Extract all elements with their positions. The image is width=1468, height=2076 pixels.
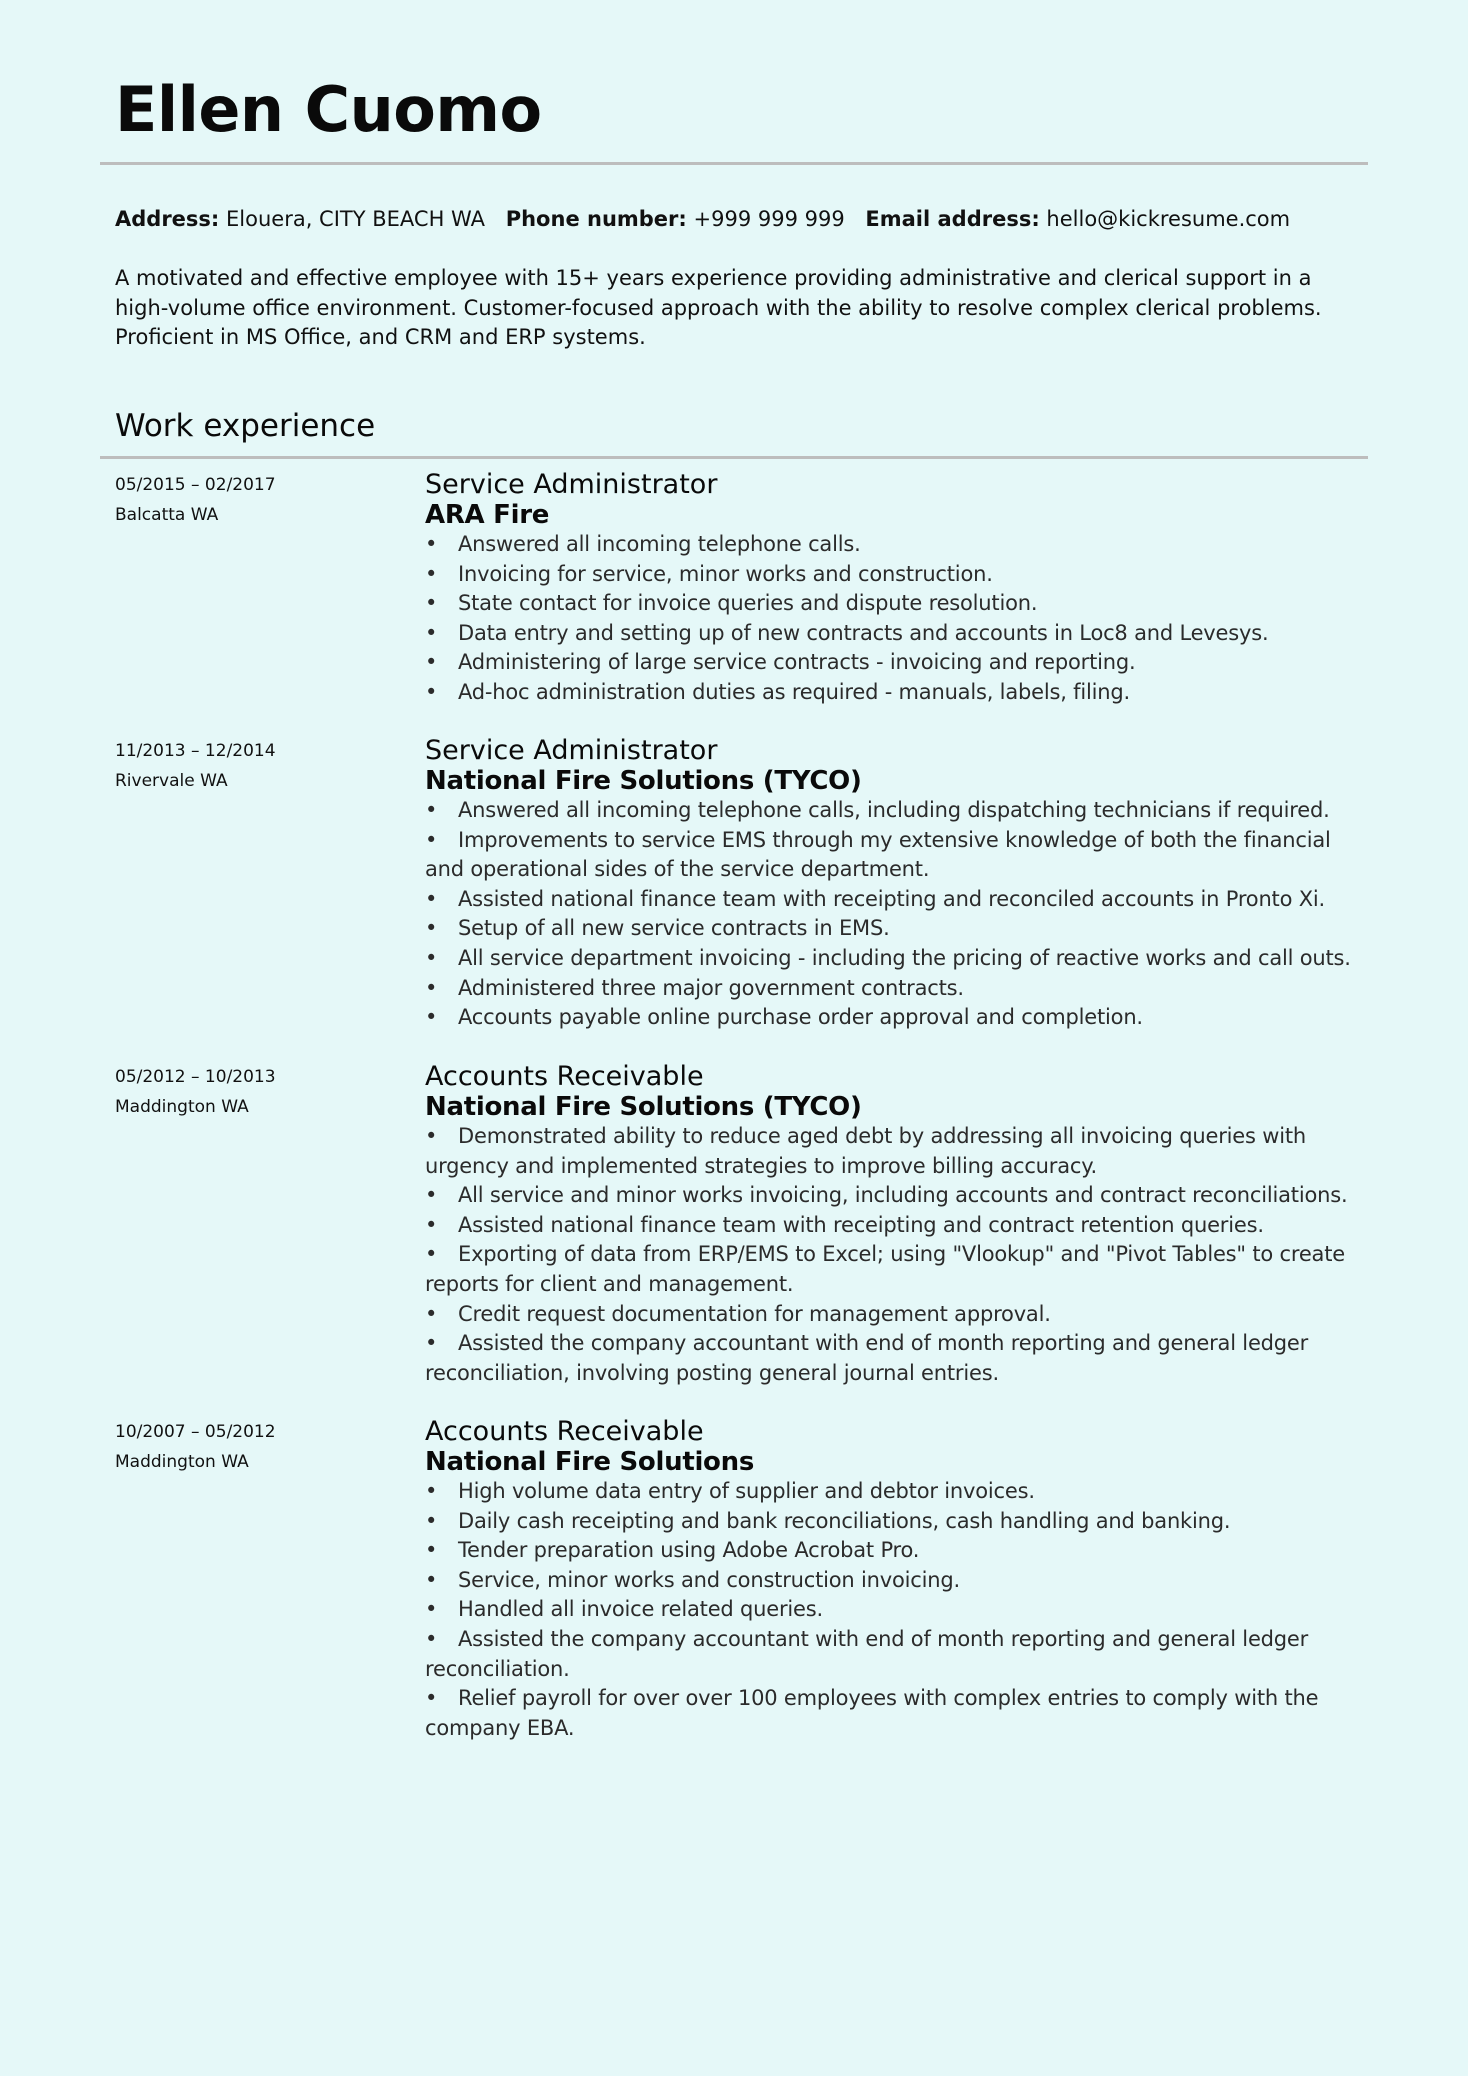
job-location: Rivervale WA	[115, 771, 228, 791]
address-value: Elouera, CITY BEACH WA	[226, 207, 486, 231]
list-item: • Exporting of data from ERP/EMS to Excel; using "Vlookup" and "Pivot Tables" to create reports for client and management.	[425, 1242, 1345, 1296]
job-bullets	[425, 1477, 1360, 1743]
list-item: • Demonstrated ability to reduce aged debt by addressing all invoicing queries with urgency and implemented strategies to improve billing accuracy.	[425, 1124, 1306, 1178]
job-company: National Fire Solutions	[425, 1447, 755, 1477]
job-dates: 10/2007 – 05/2012	[115, 1422, 276, 1442]
job-location: Maddington WA	[115, 1097, 249, 1117]
job-company: ARA Fire	[425, 500, 550, 530]
job-bullets	[425, 530, 1360, 708]
list-item: • Credit request documentation for management approval.	[425, 1301, 1051, 1326]
work-experience-heading: Work experience	[115, 408, 376, 444]
list-item: • Setup of all new service contracts in EMS.	[425, 916, 890, 941]
list-item: • Assisted national finance team with receipting and contract retention queries.	[425, 1212, 1264, 1237]
profile-summary: A motivated and effective employee with 15+ years experience providing administrative and clerical support in a high-volume office environment. Customer-focused approach with the ability to resolve complex clerical problems. Proficient in MS Office, and CRM and ERP systems.	[115, 266, 1322, 349]
list-item: • Data entry and setting up of new contracts and accounts in Loc8 and Levesys.	[425, 620, 1269, 645]
job-title: Service Administrator	[425, 735, 718, 766]
job-dates: 11/2013 – 12/2014	[115, 741, 276, 761]
list-item: • Improvements to service EMS through my extensive knowledge of both the financial and operational sides of the service department.	[425, 827, 1331, 882]
list-item: • Ad-hoc administration duties as required - manuals, labels, filing.	[425, 679, 1130, 704]
candidate-name: Ellen Cuomo	[115, 73, 542, 146]
email-value[interactable]: hello@kickresume.com	[1046, 207, 1291, 231]
phone-value: +999 999 999	[693, 207, 845, 231]
list-item: • Relief payroll for over over 100 employees with complex entries to comply with the company EBA.	[425, 1686, 1319, 1740]
list-item: • Answered all incoming telephone calls, including dispatching technicians if required.	[425, 798, 1330, 822]
job-title: Accounts Receivable	[425, 1416, 704, 1447]
list-item: • Service, minor works and construction invoicing.	[425, 1567, 960, 1592]
list-item: • Tender preparation using Adobe Acrobat Pro.	[425, 1538, 920, 1563]
list-item: • State contact for invoice queries and dispute resolution.	[425, 591, 1038, 616]
list-item: • Administered three major government contracts.	[425, 975, 964, 1000]
list-item: • All service department invoicing - including the pricing of reactive works and call outs.	[425, 945, 1351, 970]
job-location: Balcatta WA	[115, 505, 219, 525]
list-item: • Assisted the company accountant with end of month reporting and general ledger reconciliation.	[425, 1626, 1309, 1681]
email-label: Email address:	[865, 207, 1040, 231]
job-content	[425, 736, 1360, 1033]
list-item: • Assisted national finance team with receipting and reconciled accounts in Pronto Xi.	[425, 886, 1326, 911]
header-divider	[100, 162, 1368, 165]
list-item: • Assisted the company accountant with end of month reporting and general ledger reconciliation, involving posting general journal entries.	[425, 1331, 1309, 1385]
job-bullets	[425, 1122, 1360, 1388]
phone-label: Phone number:	[505, 207, 687, 231]
list-item: • Answered all incoming telephone calls.	[425, 532, 861, 556]
list-item: • All service and minor works invoicing, including accounts and contract reconciliations.	[425, 1183, 1348, 1208]
job-title: Accounts Receivable	[425, 1061, 704, 1092]
list-item: • Administering of large service contracts - invoicing and reporting.	[425, 650, 1136, 675]
address-label: Address:	[115, 207, 220, 231]
section-divider	[100, 456, 1368, 459]
job-company: National Fire Solutions (TYCO)	[425, 766, 862, 796]
job-company: National Fire Solutions (TYCO)	[425, 1092, 862, 1122]
contact-line	[115, 203, 1304, 235]
list-item: • Invoicing for service, minor works and construction.	[425, 561, 993, 586]
job-dates: 05/2015 – 02/2017	[115, 475, 276, 495]
job-content	[425, 470, 1360, 708]
job-content	[425, 1417, 1360, 1743]
job-location: Maddington WA	[115, 1452, 249, 1472]
job-title: Service Administrator	[425, 469, 718, 500]
job-content	[425, 1062, 1360, 1388]
list-item: • Accounts payable online purchase order approval and completion.	[425, 1005, 1143, 1030]
list-item: • High volume data entry of supplier and debtor invoices.	[425, 1479, 1035, 1503]
job-bullets	[425, 796, 1360, 1033]
list-item: • Daily cash receipting and bank reconciliations, cash handling and banking.	[425, 1508, 1231, 1533]
job-dates: 05/2012 – 10/2013	[115, 1067, 276, 1087]
list-item: • Handled all invoice related queries.	[425, 1597, 823, 1622]
